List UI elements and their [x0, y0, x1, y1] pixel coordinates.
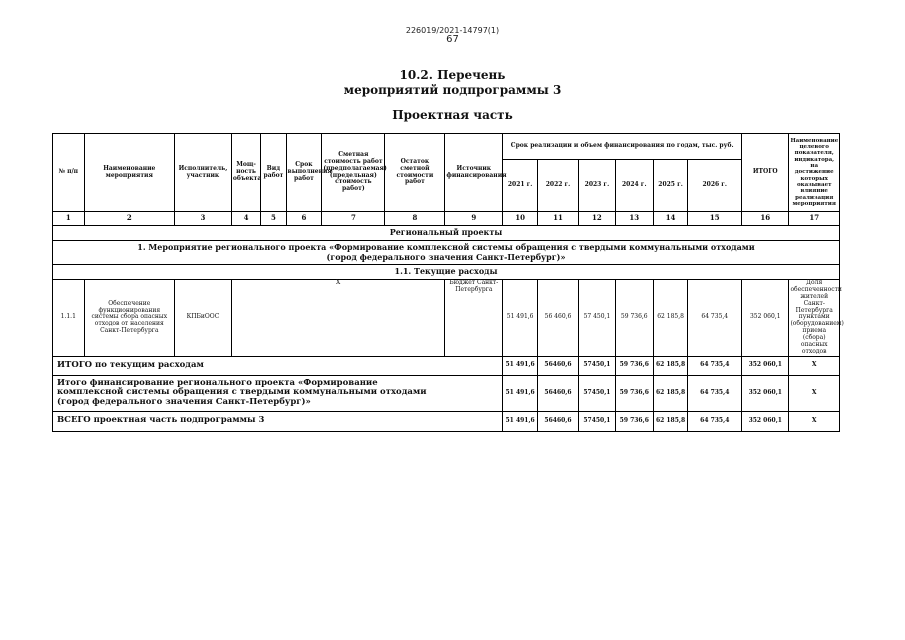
col-header-indicator: Наименование целевого показателя, индикатора, на достижение которых оказывает влияние реализация мероприятия: [789, 134, 840, 212]
total-value: 64 735,4: [688, 411, 742, 431]
col-header-work-type: Вид работ: [261, 134, 286, 212]
total-mark: X: [789, 411, 840, 431]
col-header-year: 2023 г.: [579, 160, 616, 212]
total-value: 51 491,6: [503, 375, 538, 411]
document-subtitle: мероприятий подпрограммы 3: [343, 83, 562, 97]
column-number-row: [53, 212, 840, 226]
col-header-total: ИТОГО: [742, 134, 789, 212]
col-header-source: Источник финансирования: [445, 134, 503, 212]
row-indicator: Доля обеспеченности жителей Санкт-Петербурга пунктами (оборудованием) приема (сбора) опасных отходов: [790, 279, 844, 355]
events-table: [52, 133, 844, 432]
row-value: 59 736,6: [615, 280, 653, 357]
total-row-all: [53, 411, 840, 431]
row-value: 51 491,6: [503, 280, 538, 357]
col-header-num: № п/п: [53, 134, 85, 212]
column-number: 15: [688, 212, 742, 226]
column-number: 5: [261, 212, 286, 226]
row-value: 57 450,1: [579, 280, 616, 357]
section-row-current: [53, 265, 840, 280]
row-value: 56 460,6: [537, 280, 578, 357]
total-label: ВСЕГО проектная часть подпрограммы 3: [53, 411, 503, 431]
col-header-period: Срок реализации и объем финансирования по годам, тыс. руб.: [503, 134, 742, 160]
column-number: 6: [286, 212, 322, 226]
column-number: 9: [445, 212, 503, 226]
column-number: 12: [579, 212, 616, 226]
total-sum: 352 060,1: [742, 411, 789, 431]
col-header-capacity: Мощ-ность объекта: [231, 134, 260, 212]
column-number: 10: [503, 212, 538, 226]
total-mark: X: [789, 356, 840, 375]
document-title: 10.2. Перечень: [399, 68, 506, 82]
section-current: 1.1. Текущие расходы: [53, 265, 840, 280]
total-value: 56460,6: [537, 375, 578, 411]
col-header-year: 2021 г.: [503, 160, 538, 212]
total-value: 62 185,8: [653, 411, 688, 431]
section-title: Проектная часть: [392, 108, 513, 122]
col-header-executor: Исполнитель, участник: [175, 134, 232, 212]
document-stamp: 226019/2021-14797(1): [405, 26, 500, 35]
total-value: 51 491,6: [503, 411, 538, 431]
column-number: 4: [231, 212, 260, 226]
column-number: 3: [175, 212, 232, 226]
total-value: 57450,1: [579, 411, 616, 431]
col-header-name: Наименование мероприятия: [84, 134, 174, 212]
total-value: 64 735,4: [688, 356, 742, 375]
column-number: 17: [789, 212, 840, 226]
col-header-remaining-cost: Остаток сметной стоимости работ: [385, 134, 445, 212]
row-name: Обеспечение функционирования системы сбора опасных отходов от населения Санкт-Петербурга: [84, 280, 174, 357]
row-value: 64 735,4: [688, 280, 742, 357]
total-value: 57450,1: [579, 356, 616, 375]
total-value: 64 735,4: [688, 375, 742, 411]
section-row-event1: [53, 241, 840, 265]
total-mark: X: [789, 375, 840, 411]
col-header-estimated-cost: Сметная стоимость работ (предполагаемая) (предельная) стоимость работ): [322, 134, 385, 212]
total-value: 57450,1: [579, 375, 616, 411]
column-number: 2: [84, 212, 174, 226]
total-value: 59 736,6: [615, 375, 653, 411]
column-number: 1: [53, 212, 85, 226]
row-executor: КПБиООС: [175, 280, 232, 357]
total-sum: 352 060,1: [742, 375, 789, 411]
total-row-current: [53, 356, 840, 375]
row-num: 1.1.1: [53, 280, 85, 357]
page-number: 67: [446, 34, 459, 45]
column-number: 11: [537, 212, 578, 226]
col-header-year: 2026 г.: [688, 160, 742, 212]
column-number: 8: [385, 212, 445, 226]
section-regional: Региональный проекты: [53, 226, 840, 241]
col-header-term: Срок выполнения работ: [286, 134, 322, 212]
total-value: 51 491,6: [503, 356, 538, 375]
total-value: 62 185,8: [653, 375, 688, 411]
total-label: ИТОГО по текущим расходам: [53, 356, 503, 375]
row-source: Бюджет Санкт-Петербурга: [445, 280, 503, 357]
total-value: 59 736,6: [615, 356, 653, 375]
section-row-regional: [53, 226, 840, 241]
column-number: 14: [653, 212, 688, 226]
total-value: 59 736,6: [615, 411, 653, 431]
section-event1: 1. Мероприятие регионального проекта «Формирование комплексной системы обращения с твердыми коммунальными отходами (город федерального значения Санкт-Петербург)»: [53, 241, 840, 265]
total-row-regional-project: [53, 375, 840, 411]
total-sum: 352 060,1: [742, 356, 789, 375]
row-value: 62 185,8: [653, 280, 688, 357]
row-total: 352 060,1: [742, 280, 789, 357]
total-value: 56460,6: [537, 356, 578, 375]
total-label: Итого финансирование регионального проекта «Формирование комплексной системы обращения с твердыми коммунальными отходами (город федерального значения Санкт-Петербург)»: [53, 375, 503, 411]
col-header-year: 2024 г.: [615, 160, 653, 212]
column-number: 13: [615, 212, 653, 226]
col-header-year: 2022 г.: [537, 160, 578, 212]
row-mark: X: [231, 280, 445, 357]
column-number: 16: [742, 212, 789, 226]
table-row: [53, 280, 840, 357]
total-value: 62 185,8: [653, 356, 688, 375]
col-header-year: 2025 г.: [653, 160, 688, 212]
column-number: 7: [322, 212, 385, 226]
total-value: 56460,6: [537, 411, 578, 431]
